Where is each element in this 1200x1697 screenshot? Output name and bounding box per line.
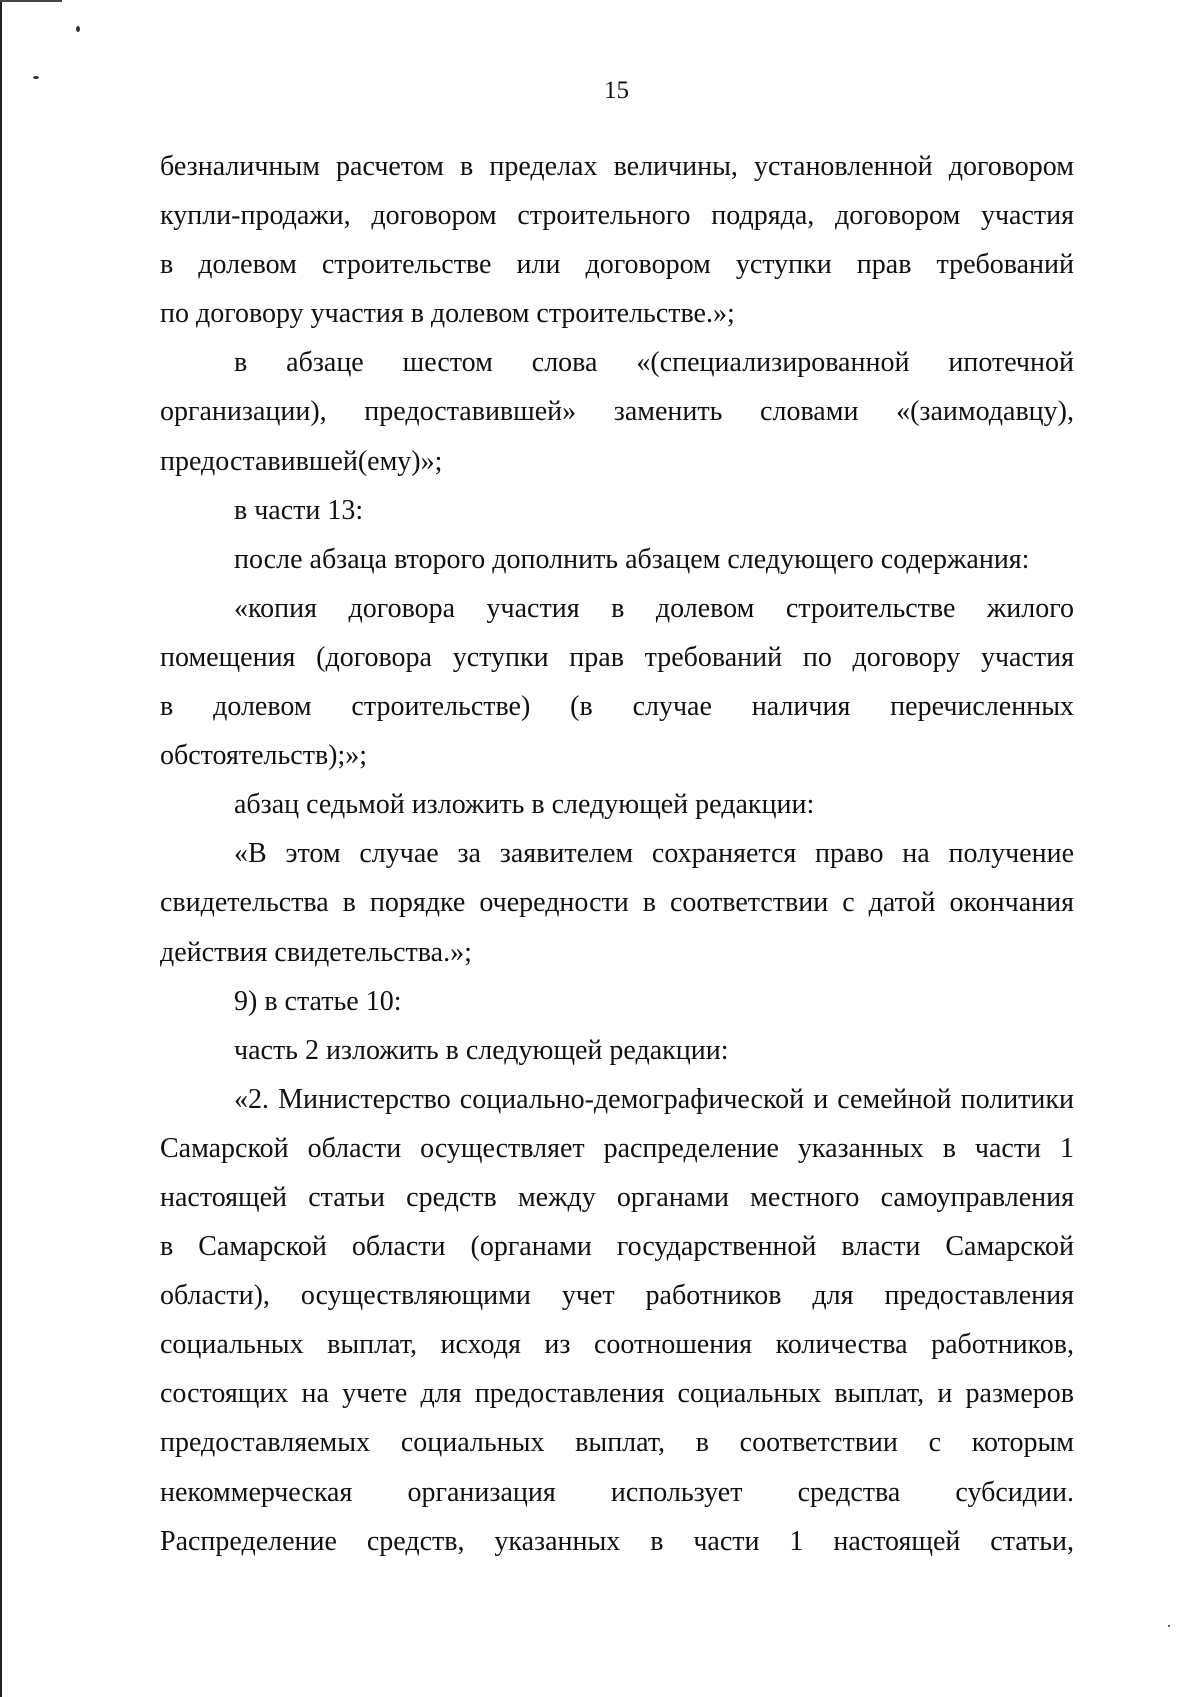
paragraph (160, 338, 1074, 485)
page-number: 15 (604, 77, 629, 104)
text-line: безналичным расчетом в пределах величины, установленной договором (160, 151, 1074, 182)
text-line: «В этом случае за заявителем сохраняется право на получение (234, 838, 1074, 870)
text-line: по договору участия в долевом строительстве.»; (160, 298, 735, 330)
text-line: часть 2 изложить в следующей редакции: (234, 1034, 729, 1066)
text-line: свидетельства в порядке очередности в соответствии с датой окончания (160, 887, 1074, 919)
scan-speck (1168, 1625, 1170, 1627)
text-line: социальных выплат, исходя из соотношения количества работников, (160, 1329, 1074, 1361)
text-line: абзац седьмой изложить в следующей редакции: (234, 789, 815, 821)
paragraph (160, 535, 1074, 584)
text-line: обстоятельств);»; (160, 740, 368, 772)
text-line: купли-продажи, договором строительного подряда, договором участия (160, 200, 1074, 232)
text-line: 9) в статье 10: (234, 985, 402, 1017)
text-line: помещения (договора уступки прав требований по договору участия (160, 641, 1074, 673)
text-line: Распределение средств, указанных в части 1 настоящей статьи, (160, 1525, 1074, 1557)
text-line: действия свидетельства.»; (160, 936, 472, 968)
paragraph (160, 584, 1074, 780)
text-line: «2. Министерство социально-демографической и семейной политики (234, 1083, 1074, 1115)
scan-speck (76, 26, 80, 32)
text-line: «копия договора участия в долевом строительстве жилого (234, 592, 1074, 624)
text-line: организации), предоставившей» заменить словами «(заимодавцу), (160, 396, 1074, 428)
paragraph (160, 142, 1074, 338)
text-line: области), осуществляющими учет работников для предоставления (160, 1280, 1074, 1312)
text-line: в части 13: (234, 494, 364, 526)
scan-border-top (0, 0, 62, 2)
text-line: состоящих на учете для предоставления социальных выплат, и размеров (160, 1378, 1074, 1410)
text-line: Самарской области осуществляет распределение указанных в части 1 (160, 1132, 1074, 1164)
text-line: настоящей статьи средств между органами местного самоуправления (160, 1181, 1074, 1213)
paragraph (160, 486, 1074, 535)
text-line: в Самарской области (органами государственной власти Самарской (160, 1231, 1074, 1263)
paragraph (160, 977, 1074, 1026)
paragraph (160, 780, 1074, 829)
paragraph (160, 829, 1074, 976)
paragraph (160, 1075, 1074, 1566)
paragraph (160, 1026, 1074, 1075)
scan-border-left (0, 0, 2, 1697)
text-line: в долевом строительстве) (в случае наличия перечисленных (160, 691, 1074, 723)
text-line: предоставившей(ему)»; (160, 445, 443, 477)
text-line: предоставляемых социальных выплат, в соответствии с которым (160, 1427, 1074, 1459)
text-line: некоммерческая организация использует средства субсидии. (160, 1476, 1074, 1508)
document-body (160, 142, 1074, 1566)
text-line: в абзаце шестом слова «(специализированной ипотечной (234, 347, 1074, 379)
text-line: в долевом строительстве или договором уступки прав требований (160, 249, 1074, 281)
text-line: после абзаца второго дополнить абзацем следующего содержания: (234, 543, 1030, 575)
